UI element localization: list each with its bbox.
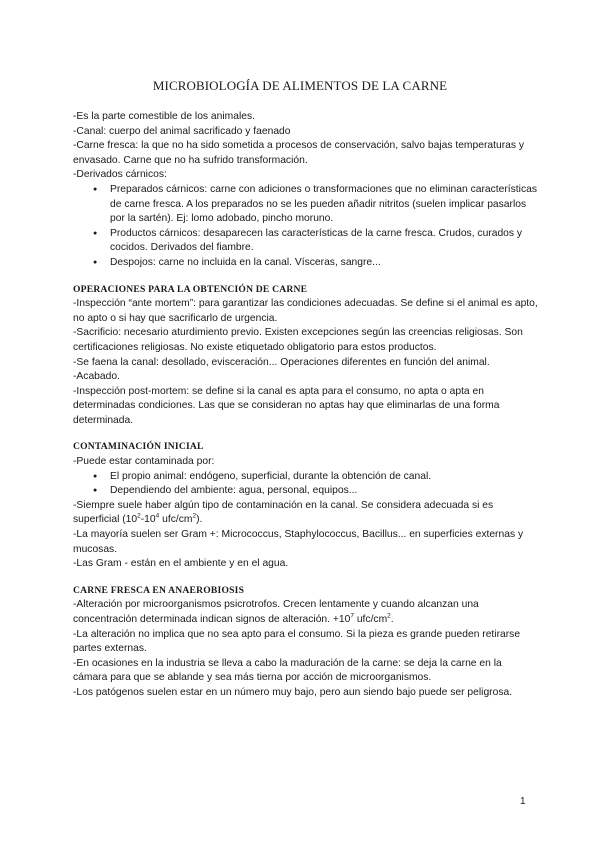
superscript: 2 [137, 513, 141, 521]
list-item: ● Preparados cárnicos: carne con adiciones o transformaciones que no eliminan características de carne fresca. A los preparados no se les pueden añadir nitritos (suelen implicar pasarlos por la sartén). Ej: lomo adobado, pincho moruno. [110, 183, 538, 227]
paragraph: -Las Gram - están en el ambiente y en el agua. [73, 558, 289, 570]
paragraph: -La mayoría suelen ser Gram +: Micrococcus, Staphylococcus, Bacillus... en superficies externas y mucosas. [73, 529, 524, 555]
superscript: 2 [387, 612, 391, 620]
superscript: 4 [155, 513, 160, 521]
contaminacion-list [73, 470, 538, 499]
document-title: MICROBIOLOGÍA DE ALIMENTOS DE LA CARNE [152, 78, 448, 93]
text-run: -10 [140, 514, 156, 526]
paragraph: -Inspección “ante mortem”: para garantizar las condiciones adecuadas. Se define si el animal es apto, no apto o si hay que sacrificarlo de urgencia. [73, 298, 538, 324]
derivados-list [73, 183, 538, 271]
superscript: 2 [192, 513, 197, 521]
text-run: ufc/cm [353, 614, 388, 625]
section-heading-anaerobiosis: CARNE FRESCA EN ANAEROBIOSIS [73, 584, 245, 596]
paragraph [73, 598, 538, 627]
paragraph: -Los patógenos suelen estar en un número muy bajo, pero aun siendo bajo puede ser peligrosa. [73, 686, 513, 698]
paragraph: -Carne fresca: la que no ha sido sometida a procesos de conservación, salvo bajas temperaturas y envasado. Carne que no ha sufrido transformación. [73, 140, 525, 166]
paragraph: -Puede estar contaminada por: [73, 456, 215, 468]
superscript: 7 [350, 612, 354, 620]
text-run: -Alteración por microorganismos psicrotrofos. Crecen lentamente y cuando alcanzan una concentración determinada indican signos de alteración. +10 [73, 599, 479, 625]
text-run: -Siempre suele haber algún tipo de contaminación en la canal. Se considera adecuada si es superficial (10 [73, 499, 494, 526]
text-run: ufc/cm [159, 514, 193, 526]
text-run: ). [196, 514, 203, 526]
list-item: ● Productos cárnicos: desaparecen las características de la carne fresca. Crudos, curados y cocidos. Derivados del fiambre. [110, 227, 538, 256]
paragraph: -La alteración no implica que no sea apto para el consumo. Si la pieza es grande pueden retirarse partes externas. [73, 628, 521, 655]
list-item: ● Dependiendo del ambiente: agua, personal, equipos... [110, 484, 538, 499]
paragraph: -Inspección post-mortem: se define si la canal es apta para el consumo, no apta o apta en determinadas condiciones. Las que se consideran no aptas hay que eliminarlas de una forma determinada. [73, 385, 500, 426]
list-item: ● El propio animal: endógeno, superficial, durante la obtención de canal. [110, 470, 538, 485]
text-run: . [390, 614, 394, 625]
section-heading-contaminacion: CONTAMINACIÓN INICIAL [73, 441, 204, 453]
page-number: 1 [520, 796, 526, 807]
document-body [73, 110, 538, 701]
paragraph: -Es la parte comestible de los animales. [73, 111, 255, 122]
paragraph: -Derivados cárnicos: [73, 169, 167, 181]
paragraph [73, 499, 538, 528]
paragraph: -Canal: cuerpo del animal sacrificado y faenado [73, 125, 291, 137]
paragraph: -Acabado. [73, 371, 120, 383]
paragraph: -En ocasiones en la industria se lleva a cabo la maduración de la carne: se deja la carne en la cámara para que se ablande y sea más tierna por acción de microorganismos. [73, 657, 502, 684]
section-heading-operaciones: OPERACIONES PARA LA OBTENCIÓN DE CARNE [73, 283, 308, 295]
paragraph: -Sacrificio: necesario aturdimiento previo. Existen excepciones según las creencias religiosas. Son certificaciones religiosas. No existe etiquetado obligatorio para estos productos. [73, 327, 523, 353]
list-item: ● Despojos: carne no incluida en la canal. Vísceras, sangre... [110, 256, 538, 271]
paragraph: -Se faena la canal: desollado, evisceración... Operaciones diferentes en función del animal. [73, 356, 490, 368]
